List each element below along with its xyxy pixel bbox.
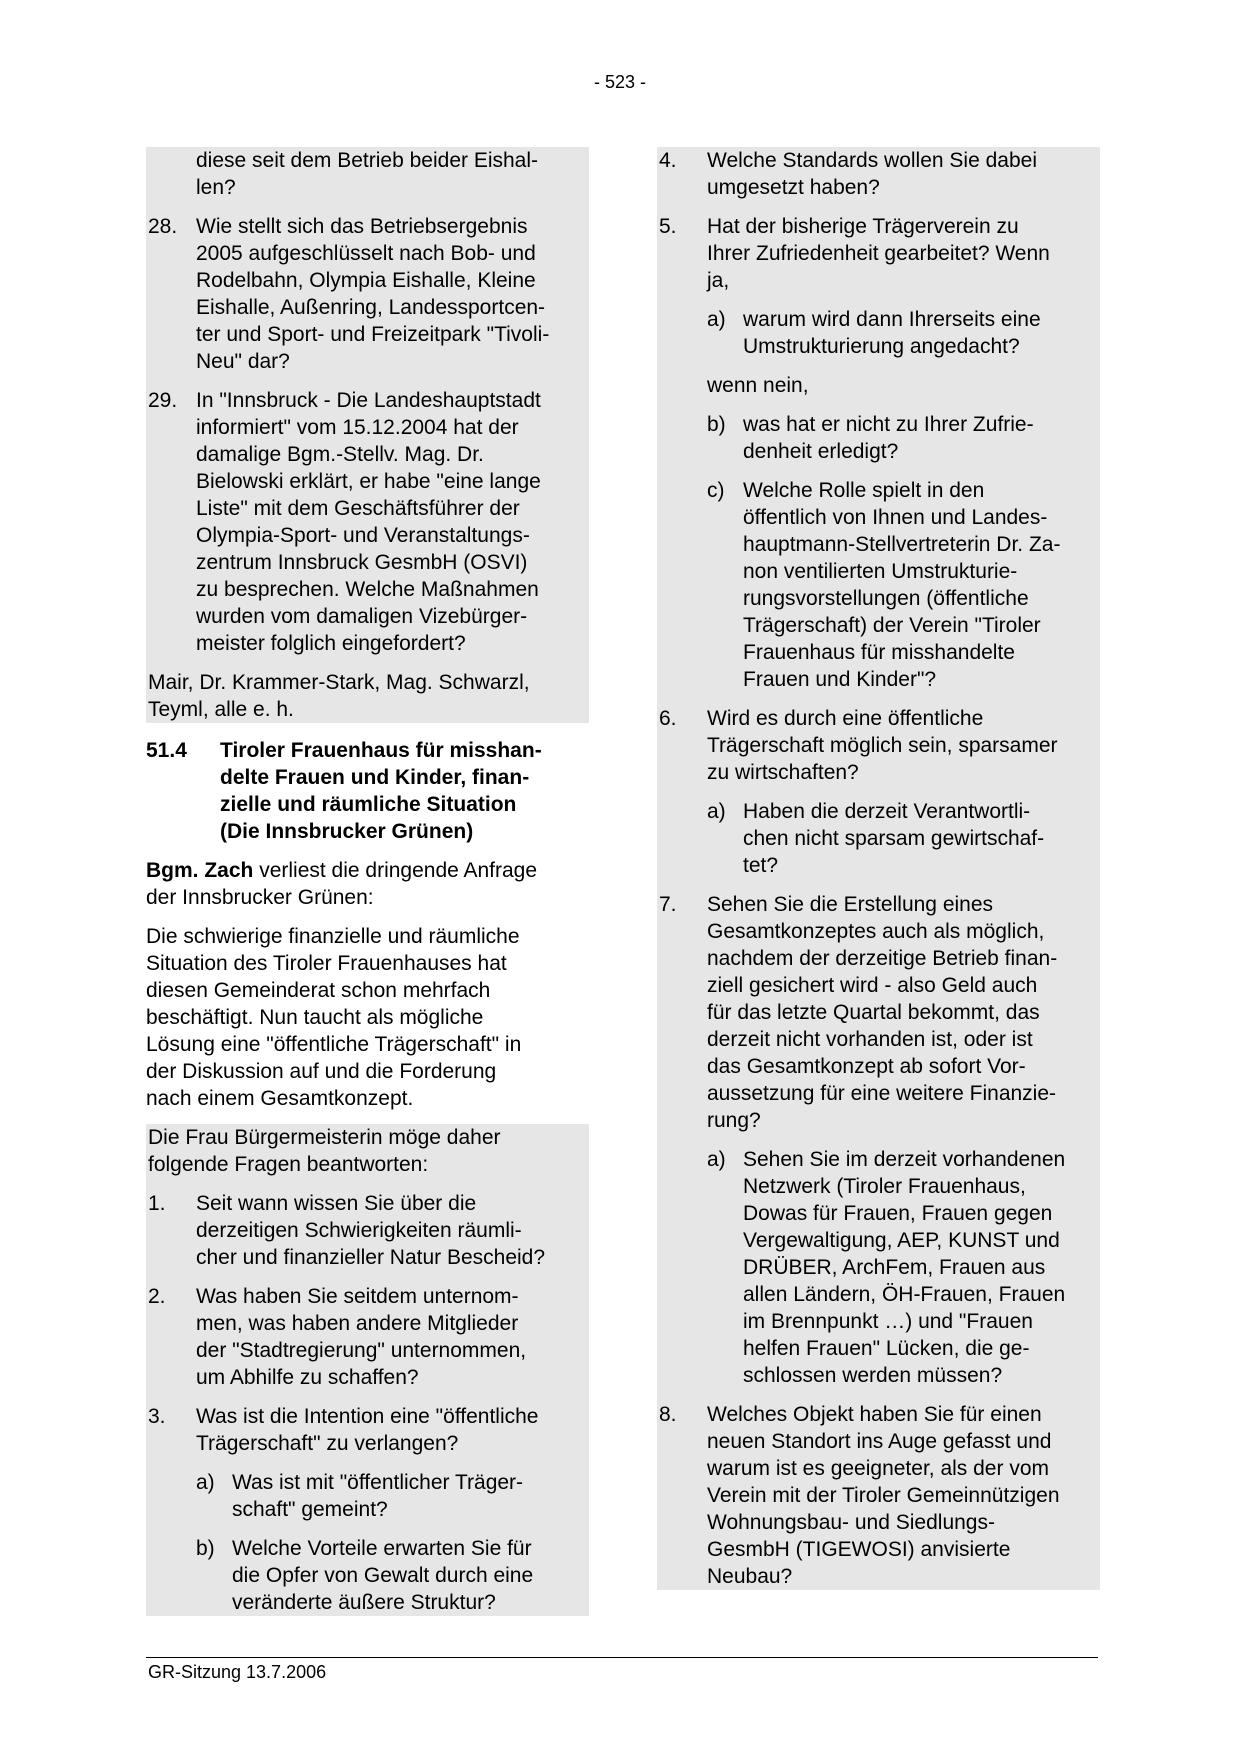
question-5c [707,477,1100,693]
question-1 [148,1190,589,1271]
question-6 [659,705,1100,786]
question-number: 1. [148,1192,166,1215]
question-block [146,1124,589,1616]
sub-label: b) [707,413,726,436]
question-5-condition [659,372,1100,399]
sub-text: was hat er nicht zu Ihrer Zufrie- denheit erledigt? [743,413,1034,463]
question-text: Wie stellt sich das Betriebsergebnis 2005 aufgeschlüsselt nach Bob- und Rodelbahn, Olympia Eishalle, Kleine Eishalle, Außenring, Landessportcen- ter und Sport- und Freizeitpark "Tivoli- Neu" dar? [196,215,550,373]
sub-text: Welche Rolle spielt in den öffentlich von Ihnen und Landes- hauptmann-Stellvertreterin Dr. Za- non ventilierten Umstrukturie- rungsvorstellungen (öffentliche Trägerschaft) der Verein "Tiroler Frauenhaus für misshandelte Frauen und Kinder"? [743,479,1061,691]
question-block-continued [146,147,589,723]
intro-paragraph: Bgm. Zach verliest die dringende Anfrage der Innsbrucker Grünen: [146,859,538,909]
body-paragraph: Die schwierige finanzielle und räumliche Situation des Tiroler Frauenhauses hat diesen Gemeinderat schon mehrfach beschäftigt. Nun taucht als mögliche Lösung eine "öffentliche Trägerschaft" in der Diskussion auf und die Forderung nach einem Gesamtkonzept. [146,925,522,1110]
question-block [657,147,1100,1590]
page-number: - 523 - [593,72,647,92]
sub-label: a) [196,1471,215,1494]
question-8 [659,1401,1100,1590]
sub-text: warum wird dann Ihrerseits eine Umstrukturierung angedacht? [743,308,1041,358]
question-7 [659,891,1100,1134]
question-number: 3. [148,1405,166,1428]
section-heading [146,737,589,845]
condition-text: wenn nein, [707,374,809,397]
sub-text: Haben die derzeit Verantwortli- chen nicht sparsam gewirtschaf- tet? [743,800,1045,877]
speaker-name: Bgm. Zach [146,859,254,882]
sub-label: a) [707,1148,726,1171]
question-28 [148,213,589,375]
sub-label: c) [707,479,725,502]
question-4 [659,147,1100,201]
question-text: diese seit dem Betrieb beider Eishal- len? [196,149,539,199]
question-5a [707,306,1100,360]
sub-label: a) [707,800,726,823]
question-number: 7. [659,893,677,916]
right-column [657,147,1100,1590]
question-text: Welche Standards wollen Sie dabei umgesetzt haben? [707,149,1037,199]
question-number: 29. [148,389,178,412]
left-column [146,147,589,1616]
question-7a [707,1146,1100,1389]
question-number: 28. [148,215,178,238]
question-5b [707,411,1100,465]
question-number: 2. [148,1285,166,1308]
sub-label: a) [707,308,726,331]
sub-text: Sehen Sie im derzeit vorhandenen Netzwerk (Tiroler Frauenhaus, Dowas für Frauen, Frauen gegen Vergewaltigung, AEP, KUNST und DRÜBER, ArchFem, Frauen aus allen Ländern, ÖH-Frauen, Frauen im Brennpunkt …) und "Frauen helfen Frauen" Lücken, die ge- schlossen werden müssen? [743,1148,1066,1387]
question-number: 6. [659,707,677,730]
question-29 [148,387,589,657]
question-27-continued [148,147,589,201]
question-2 [148,1283,589,1391]
sub-label: b) [196,1537,215,1560]
question-3b [196,1535,589,1616]
question-text: Hat der bisherige Trägerverein zu Ihrer Zufriedenheit gearbeitet? Wenn ja, [707,215,1050,292]
signers: Mair, Dr. Krammer-Stark, Mag. Schwarzl, Teyml, alle e. h. [148,671,530,721]
sub-text: Was ist mit "öffentlicher Träger- schaft" gemeint? [232,1471,524,1521]
question-number: 4. [659,149,677,172]
question-text: Wird es durch eine öffentliche Trägerschaft möglich sein, sparsamer zu wirtschaften? [707,707,1058,784]
question-3a [196,1469,589,1523]
question-text: Seit wann wissen Sie über die derzeitigen Schwierigkeiten räumli- cher und finanzieller Natur Bescheid? [196,1192,546,1269]
question-number: 5. [659,215,677,238]
question-text: Sehen Sie die Erstellung eines Gesamtkonzeptes auch als möglich, nachdem der derzeitige Betrieb finan- ziell gesichert wird - also Geld auch für das letzte Quartal bekommt, das derzeit nicht vorhanden ist, oder ist das Gesamtkonzept ab sofort Vor- aussetzung für eine weitere Finanzie- rung? [707,893,1058,1132]
question-6a [707,798,1100,879]
footer-divider [146,1657,1098,1658]
question-number: 8. [659,1403,677,1426]
question-5 [659,213,1100,294]
request-paragraph: Die Frau Bürgermeisterin möge daher folgende Fragen beantworten: [148,1126,501,1176]
question-3 [148,1403,589,1457]
question-text: In "Innsbruck - Die Landeshauptstadt informiert" vom 15.12.2004 hat der damalige Bgm.-Stellv. Mag. Dr. Bielowski erklärt, er habe "eine lange Liste" mit dem Geschäftsführer der Olympia-Sport- und Veranstaltungs- zentrum Innsbruck GesmbH (OSVI) zu besprechen. Welche Maßnahmen wurden vom damaligen Vizebürger- meister folglich eingefordert? [196,389,541,655]
sub-text: Welche Vorteile erwarten Sie für die Opfer von Gewalt durch eine veränderte äußere Struktur? [232,1537,534,1614]
question-text: Was haben Sie seitdem unternom- men, was haben andere Mitglieder der "Stadtregierung" unternommen, um Abhilfe zu schaffen? [196,1285,527,1389]
question-text: Was ist die Intention eine "öffentliche Trägerschaft" zu verlangen? [196,1405,539,1455]
section-title: Tiroler Frauenhaus für misshan- delte Frauen und Kinder, finan- zielle und räumliche Situation (Die Innsbrucker Grünen) [220,739,542,843]
section-number: 51.4 [146,739,187,762]
question-text: Welches Objekt haben Sie für einen neuen Standort ins Auge gefasst und warum ist es geeigneter, als der vom Verein mit der Tiroler Gemeinnützigen Wohnungsbau- und Siedlungs- GesmbH (TIGEWOSI) anvisierte Neubau? [707,1403,1060,1588]
footer-session-label: GR-Sitzung 13.7.2006 [148,1662,327,1682]
